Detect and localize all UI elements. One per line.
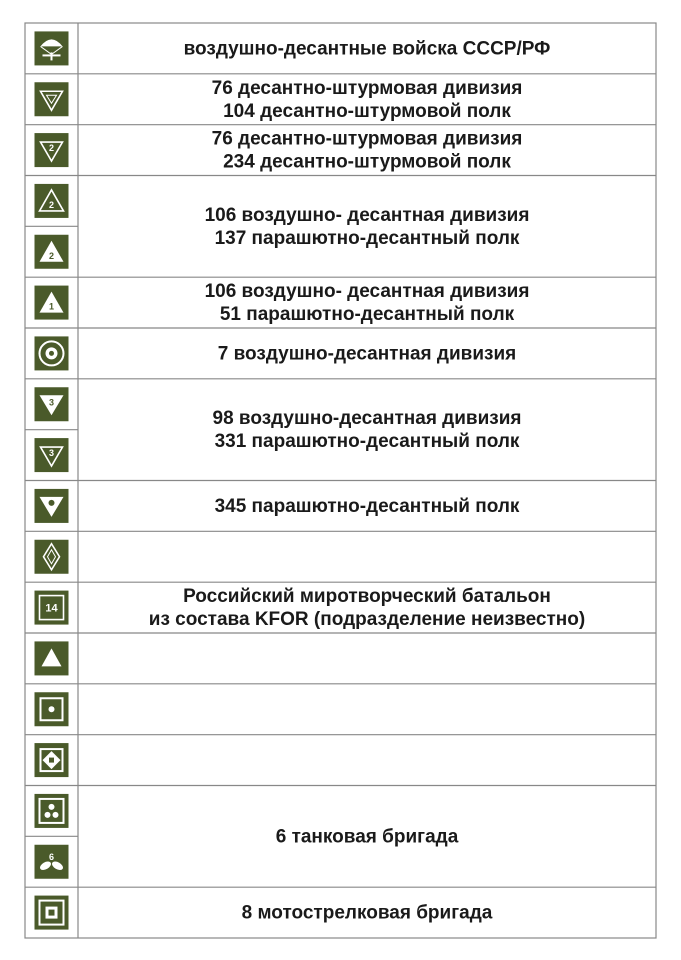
- square-diamond-icon: [35, 743, 69, 777]
- table-row: [25, 743, 656, 785]
- unit-name-line: 331 парашютно-десантный полк: [214, 431, 520, 453]
- unit-name-line: Российский миротворческий батальон: [183, 586, 551, 608]
- unit-name-line: 104 десантно-штурмовой полк: [223, 100, 511, 122]
- unit-name-line: 51 парашютно-десантный полк: [219, 304, 515, 326]
- unit-name-line: 234 десантно-штурмовой полк: [223, 151, 511, 173]
- unit-name-line: 106 воздушно- десантная дивизия: [204, 281, 530, 303]
- triangle-up-solid-icon: [35, 641, 69, 675]
- triangle-up-2-icon: [35, 184, 69, 218]
- unit-name-line: из состава KFOR (подразделение неизвестно): [148, 609, 586, 631]
- unit-name-line: 76 десантно-штурмовая дивизия: [211, 128, 523, 150]
- unit-name-line: 345 парашютно-десантный полк: [214, 495, 520, 517]
- unit-name-line: воздушно-десантные войска СССР/РФ: [183, 38, 551, 60]
- triangle-down-2-icon: [35, 133, 69, 167]
- square-nested-icon: [35, 896, 69, 930]
- table-row: [25, 336, 656, 378]
- triangle-down-3-icon: [35, 438, 69, 472]
- leaves-6-icon: [35, 845, 69, 879]
- unit-name-line: 106 воздушно- десантная дивизия: [204, 204, 530, 226]
- icon-number: 6: [48, 851, 55, 862]
- icon-number: 1: [48, 301, 55, 312]
- triangle-down-star-icon: [35, 489, 69, 523]
- circle-target-icon: [35, 336, 69, 370]
- table-row: [25, 641, 656, 683]
- table-row: [25, 281, 656, 328]
- unit-name-line: 8 мотострелковая бригада: [241, 902, 493, 924]
- icon-number: 3: [48, 397, 55, 408]
- table-row: [25, 129, 656, 176]
- square-three-dots-icon: [35, 794, 69, 828]
- table-row: [25, 387, 656, 480]
- unit-name-line: 6 танковая бригада: [275, 826, 459, 848]
- table-row: [25, 31, 656, 73]
- unit-name-line: 7 воздушно-десантная дивизия: [217, 343, 517, 365]
- unit-name-line: 76 десантно-штурмовая дивизия: [211, 77, 523, 99]
- table-row: [25, 540, 656, 582]
- icon-number: 14: [45, 602, 58, 615]
- unit-name-line: 98 воздушно-десантная дивизия: [212, 408, 522, 430]
- table-row: [35, 896, 493, 930]
- table-row: [25, 794, 656, 887]
- table-row: [25, 586, 656, 633]
- icon-number: 2: [48, 199, 55, 210]
- triangle-up-1-icon: [35, 286, 69, 320]
- table-row: [25, 489, 656, 531]
- triangle-up-filled-2-icon: [35, 235, 69, 269]
- unit-name-line: 137 парашютно-десантный полк: [214, 227, 520, 249]
- icon-number: 3: [48, 448, 55, 459]
- parachute-aircraft-icon: [35, 31, 69, 65]
- triangle-down-filled-3-icon: [35, 387, 69, 421]
- table-row: [25, 78, 656, 125]
- diamond-outline-icon: [35, 540, 69, 574]
- square-dot-icon: [35, 692, 69, 726]
- table-row: [25, 184, 656, 277]
- table-row: [25, 692, 656, 734]
- square-14-icon: [35, 591, 69, 625]
- icon-number: 2: [48, 143, 55, 154]
- triangle-down-outline-icon: [35, 82, 69, 116]
- icon-number: 2: [48, 250, 55, 261]
